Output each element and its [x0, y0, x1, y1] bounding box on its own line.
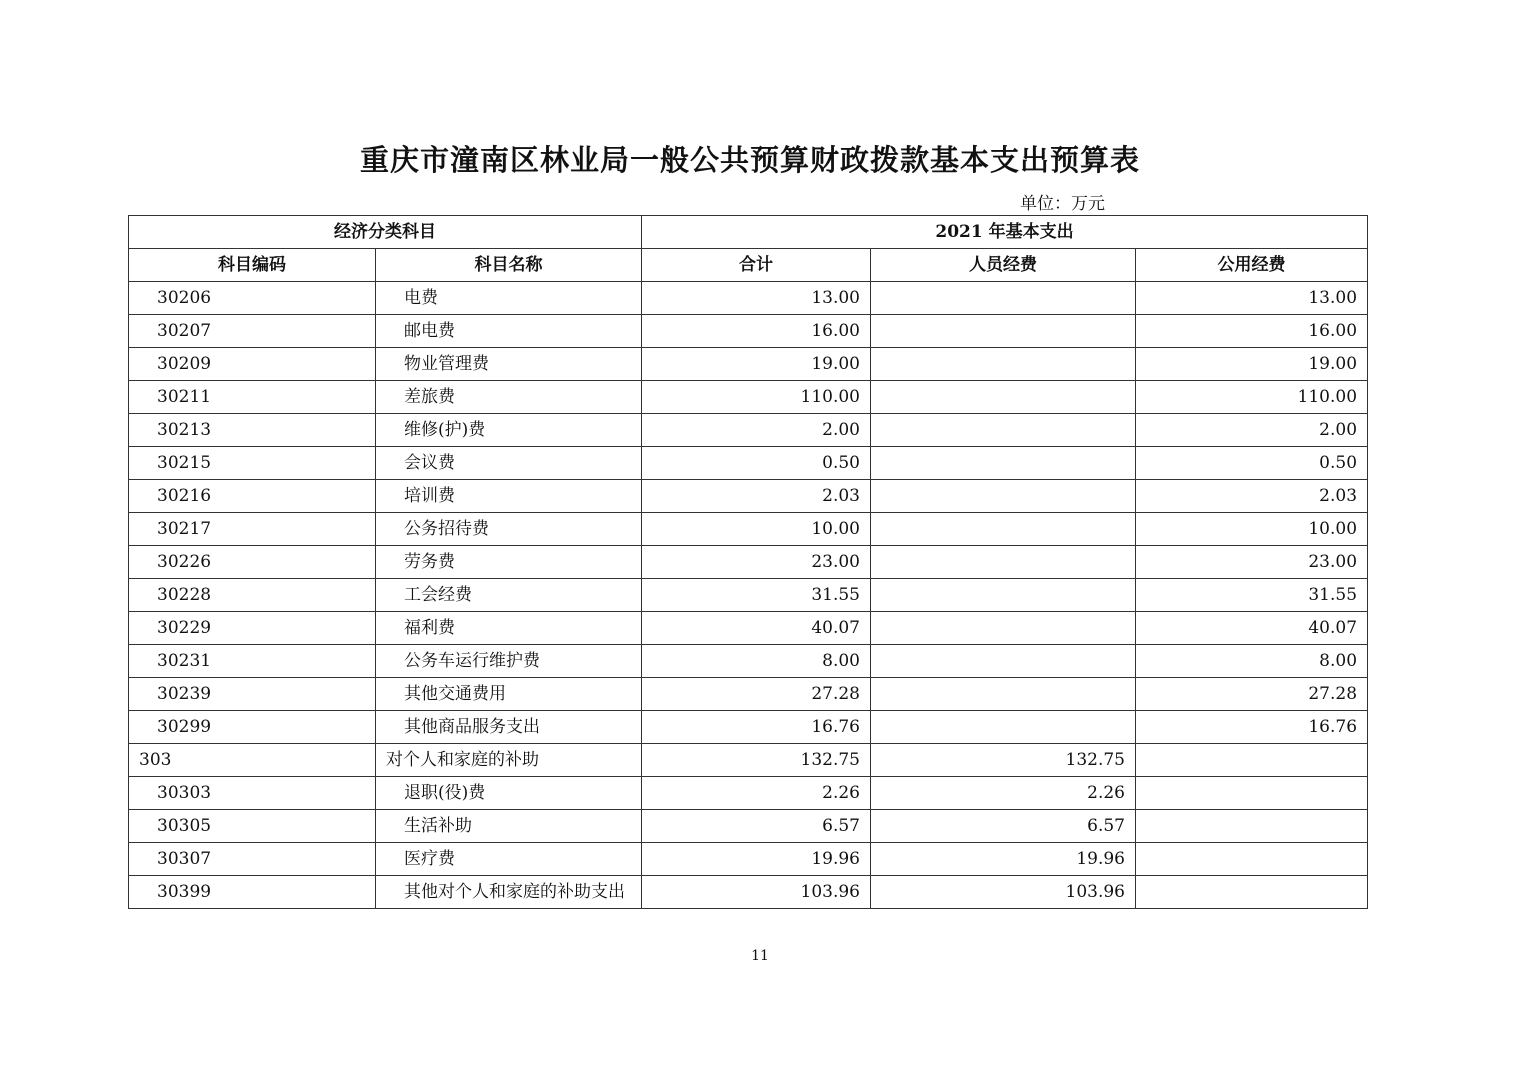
- cell-public: [1136, 777, 1368, 810]
- budget-table: [128, 215, 1368, 909]
- cell-personnel: [871, 612, 1136, 645]
- cell-code: 30211: [129, 381, 376, 414]
- table-row: [129, 777, 1368, 810]
- cell-personnel: [871, 315, 1136, 348]
- cell-code: 30307: [129, 843, 376, 876]
- column-header-personnel: 人员经费: [871, 249, 1136, 282]
- cell-name: 维修(护)费: [376, 414, 642, 447]
- cell-code: 30226: [129, 546, 376, 579]
- cell-personnel: [871, 546, 1136, 579]
- cell-name: 其他对个人和家庭的补助支出: [376, 876, 642, 909]
- cell-personnel: 6.57: [871, 810, 1136, 843]
- cell-public: 2.03: [1136, 480, 1368, 513]
- table-row: [129, 315, 1368, 348]
- group-header-basic-expenditure: 2021 年基本支出: [642, 216, 1368, 249]
- unit-label: 单位：万元: [1020, 194, 1105, 214]
- cell-total: 2.03: [642, 480, 871, 513]
- table-row: [129, 711, 1368, 744]
- cell-name: 其他交通费用: [376, 678, 642, 711]
- cell-public: 13.00: [1136, 282, 1368, 315]
- cell-personnel: 132.75: [871, 744, 1136, 777]
- cell-name: 邮电费: [376, 315, 642, 348]
- cell-public: 110.00: [1136, 381, 1368, 414]
- cell-total: 23.00: [642, 546, 871, 579]
- table-row: [129, 810, 1368, 843]
- cell-personnel: [871, 513, 1136, 546]
- cell-total: 19.00: [642, 348, 871, 381]
- cell-personnel: [871, 711, 1136, 744]
- cell-total: 27.28: [642, 678, 871, 711]
- cell-name: 公务招待费: [376, 513, 642, 546]
- cell-code: 30305: [129, 810, 376, 843]
- cell-code: 30399: [129, 876, 376, 909]
- cell-public: 8.00: [1136, 645, 1368, 678]
- table-row: [129, 513, 1368, 546]
- cell-public: 0.50: [1136, 447, 1368, 480]
- table-row: [129, 843, 1368, 876]
- cell-code: 30217: [129, 513, 376, 546]
- cell-public: 2.00: [1136, 414, 1368, 447]
- cell-personnel: [871, 348, 1136, 381]
- page-number: 11: [751, 948, 769, 964]
- table-row: [129, 282, 1368, 315]
- table-row: [129, 447, 1368, 480]
- cell-code: 30303: [129, 777, 376, 810]
- group-header-row: [129, 216, 1368, 249]
- cell-public: 16.00: [1136, 315, 1368, 348]
- cell-name: 公务车运行维护费: [376, 645, 642, 678]
- cell-personnel: [871, 414, 1136, 447]
- cell-total: 40.07: [642, 612, 871, 645]
- cell-total: 19.96: [642, 843, 871, 876]
- cell-public: [1136, 876, 1368, 909]
- cell-code: 30228: [129, 579, 376, 612]
- cell-personnel: [871, 447, 1136, 480]
- group-header-economic-classification: 经济分类科目: [129, 216, 642, 249]
- cell-total: 2.00: [642, 414, 871, 447]
- cell-public: [1136, 843, 1368, 876]
- cell-total: 0.50: [642, 447, 871, 480]
- table-row: [129, 645, 1368, 678]
- cell-total: 16.00: [642, 315, 871, 348]
- table-row: [129, 744, 1368, 777]
- cell-code: 30206: [129, 282, 376, 315]
- column-header-code: 科目编码: [129, 249, 376, 282]
- cell-code: 30231: [129, 645, 376, 678]
- column-header-public: 公用经费: [1136, 249, 1368, 282]
- column-header-row: [129, 249, 1368, 282]
- cell-personnel: 2.26: [871, 777, 1136, 810]
- column-header-name: 科目名称: [376, 249, 642, 282]
- cell-public: 23.00: [1136, 546, 1368, 579]
- column-header-total: 合计: [642, 249, 871, 282]
- cell-code: 30239: [129, 678, 376, 711]
- cell-public: [1136, 744, 1368, 777]
- cell-public: 31.55: [1136, 579, 1368, 612]
- cell-personnel: [871, 645, 1136, 678]
- cell-personnel: 19.96: [871, 843, 1136, 876]
- table-row: [129, 414, 1368, 447]
- cell-total: 110.00: [642, 381, 871, 414]
- cell-total: 31.55: [642, 579, 871, 612]
- table-body: [129, 282, 1368, 909]
- cell-code: 30207: [129, 315, 376, 348]
- table-row: [129, 678, 1368, 711]
- cell-name: 生活补助: [376, 810, 642, 843]
- cell-personnel: [871, 579, 1136, 612]
- table-row: [129, 480, 1368, 513]
- cell-name: 劳务费: [376, 546, 642, 579]
- cell-public: 10.00: [1136, 513, 1368, 546]
- cell-name: 对个人和家庭的补助: [376, 744, 642, 777]
- cell-public: 16.76: [1136, 711, 1368, 744]
- table-row: [129, 381, 1368, 414]
- table-row: [129, 579, 1368, 612]
- cell-total: 8.00: [642, 645, 871, 678]
- cell-code: 30209: [129, 348, 376, 381]
- cell-name: 会议费: [376, 447, 642, 480]
- cell-total: 16.76: [642, 711, 871, 744]
- cell-name: 电费: [376, 282, 642, 315]
- cell-personnel: [871, 381, 1136, 414]
- cell-public: 19.00: [1136, 348, 1368, 381]
- table-row: [129, 546, 1368, 579]
- table-row: [129, 612, 1368, 645]
- cell-name: 福利费: [376, 612, 642, 645]
- cell-name: 物业管理费: [376, 348, 642, 381]
- cell-personnel: 103.96: [871, 876, 1136, 909]
- cell-name: 工会经费: [376, 579, 642, 612]
- cell-code: 30215: [129, 447, 376, 480]
- cell-total: 6.57: [642, 810, 871, 843]
- cell-code: 30213: [129, 414, 376, 447]
- cell-name: 培训费: [376, 480, 642, 513]
- cell-personnel: [871, 678, 1136, 711]
- cell-code: 303: [129, 744, 376, 777]
- cell-total: 10.00: [642, 513, 871, 546]
- cell-name: 医疗费: [376, 843, 642, 876]
- cell-code: 30299: [129, 711, 376, 744]
- cell-code: 30229: [129, 612, 376, 645]
- table-row: [129, 876, 1368, 909]
- cell-name: 差旅费: [376, 381, 642, 414]
- cell-personnel: [871, 282, 1136, 315]
- page-title: 重庆市潼南区林业局一般公共预算财政拨款基本支出预算表: [359, 143, 1140, 177]
- cell-public: 40.07: [1136, 612, 1368, 645]
- table-row: [129, 348, 1368, 381]
- cell-total: 2.26: [642, 777, 871, 810]
- cell-personnel: [871, 480, 1136, 513]
- cell-total: 13.00: [642, 282, 871, 315]
- cell-total: 103.96: [642, 876, 871, 909]
- cell-public: [1136, 810, 1368, 843]
- cell-total: 132.75: [642, 744, 871, 777]
- cell-code: 30216: [129, 480, 376, 513]
- cell-name: 退职(役)费: [376, 777, 642, 810]
- cell-name: 其他商品服务支出: [376, 711, 642, 744]
- cell-public: 27.28: [1136, 678, 1368, 711]
